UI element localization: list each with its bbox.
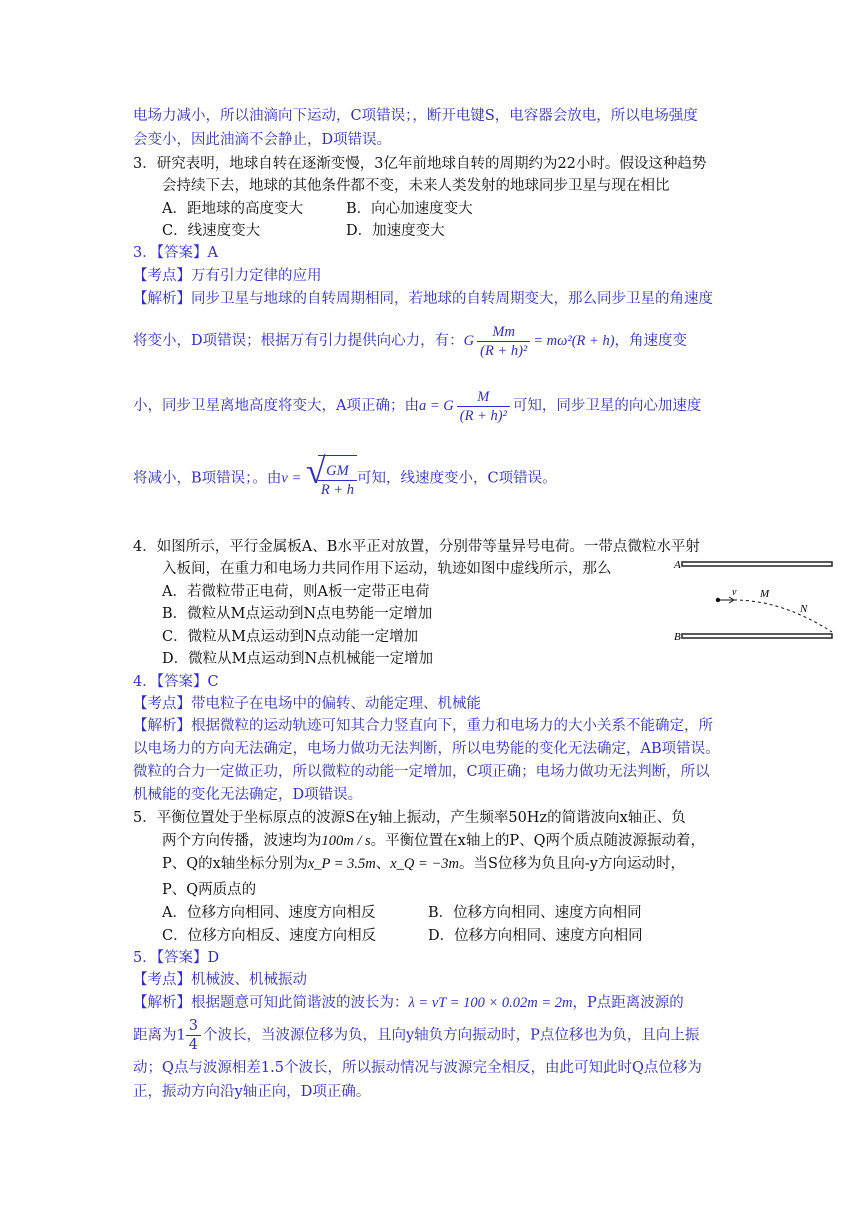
topic-value: 机械波、机械振动 — [191, 972, 307, 988]
analysis-line: 会变小，因此油滴不会静止，D项错误。 — [133, 132, 392, 148]
formula-lhs: a = G — [418, 398, 454, 414]
label-v: v — [732, 587, 737, 598]
option-d: D．加速度变大 — [346, 223, 445, 239]
option-a: A．距地球的高度变大 — [162, 201, 303, 217]
option-b: B．位移方向相同、速度方向相同 — [428, 905, 642, 921]
answer-value: D — [207, 950, 220, 966]
numerator: GM — [318, 462, 357, 481]
label-a: A — [674, 559, 681, 571]
analysis-text: ，角速度变 — [614, 333, 688, 349]
answer-label: 4．【答案】 — [133, 674, 208, 690]
stem-text: P、Q的x轴坐标分别为 — [162, 856, 308, 872]
analysis-line: 动；Q点与波源相差1.5个波长，所以振动情况与波源完全相反，由此可知此时Q点位移为 — [133, 1060, 702, 1076]
option-a: A．位移方向相同、速度方向相反 — [162, 905, 376, 921]
analysis-text: 距离为 — [133, 1027, 177, 1044]
analysis-line — [133, 451, 557, 502]
analysis-text: 可知，同步卫星的向心加速度 — [512, 398, 702, 414]
fraction — [457, 388, 510, 425]
analysis-line: 机械能的变化无法确定，D项错误。 — [133, 787, 363, 803]
answer-value: C — [207, 674, 219, 690]
analysis-line — [133, 716, 713, 736]
analysis-line — [133, 386, 701, 426]
parallel-plates-figure — [672, 556, 838, 644]
option-c: C．微粒从M点运动到N点动能一定增加 — [162, 629, 419, 645]
denominator: (R + h)² — [480, 342, 528, 359]
square-root — [305, 451, 357, 502]
numerator: Mm — [477, 323, 530, 342]
question-4-stem: 4．如图所示，平行金属板A、B水平正对放置，分别带等量异号电荷。一带点微粒水平射 — [133, 539, 700, 555]
label-n: N — [800, 603, 808, 615]
answer-label: 5．【答案】 — [133, 950, 208, 966]
label-m: M — [760, 588, 770, 600]
topic-value: 带电粒子在电场中的偏转、动能定理、机械能 — [191, 696, 481, 712]
radical-sign: √ — [305, 451, 326, 491]
numerator: M — [457, 388, 510, 407]
label-b: B — [674, 631, 681, 643]
mixed-number-whole: 1 — [176, 1027, 186, 1044]
denominator: (R + h)² — [459, 407, 507, 424]
option-c: C．位移方向相反、速度方向相反 — [162, 928, 377, 944]
analysis-text: 小，同步卫星离地高度将变大，A项正确；由 — [133, 398, 419, 414]
denominator: R + h — [320, 482, 355, 499]
question-5-stem — [162, 854, 685, 874]
option-b: B．微粒从M点运动到N点电势能一定增加 — [162, 606, 433, 622]
analysis-text: 可知，线速度变小，C项错误。 — [357, 470, 557, 487]
analysis-line — [133, 289, 713, 309]
formula-xp: x_P = 3.5m — [307, 856, 376, 872]
option-a: A．若微粒带正电荷，则A板一定带正电荷 — [162, 584, 430, 600]
answer-line — [133, 243, 218, 263]
topic-label: 【考点】 — [133, 268, 191, 284]
fraction — [186, 1017, 201, 1054]
analysis-text: 根据题意可知此简谐波的波长为： — [191, 995, 409, 1011]
topic-line — [133, 694, 481, 714]
analysis-line: 电场力减小，所以油滴向下运动，C项错误；，断开电键S，电容器会放电，所以电场强度 — [133, 108, 698, 124]
answer-line — [133, 672, 219, 692]
answer-label: 3．【答案】 — [133, 245, 208, 261]
formula-xq: x_Q = −3m — [390, 856, 459, 872]
formula-rhs: = mω²(R + h) — [533, 333, 615, 349]
analysis-line: 以电场力的方向无法确定，电场力做功无法判断，所以电势能的变化无法确定，AB项错误。 — [133, 741, 720, 757]
analysis-label: 【解析】 — [133, 995, 191, 1011]
option-d: D．位移方向相同、速度方向相同 — [428, 928, 643, 944]
analysis-label: 【解析】 — [133, 291, 191, 307]
analysis-line — [133, 321, 687, 361]
analysis-text: 个波长，当波源位移为负，且向y轴负方向振动时，P点位移也为负，且向上振 — [202, 1027, 700, 1044]
question-5-stem: P、Q两质点的 — [162, 882, 257, 898]
question-4-stem: 入板间，在重力和电场力共同作用下运动，轨迹如图中虚线所示，那么 — [162, 561, 612, 577]
analysis-line — [133, 1017, 699, 1054]
answer-value: A — [207, 245, 218, 261]
answer-line — [133, 948, 219, 968]
analysis-text: 将变小，D项错误；根据万有引力提供向心力，有： — [133, 333, 464, 349]
topic-value: 万有引力定律的应用 — [191, 268, 322, 284]
analysis-text: ，P点距离波源的 — [572, 995, 684, 1011]
option-c: C．线速度变大 — [162, 223, 261, 239]
plate-a — [682, 562, 832, 566]
analysis-line: 正，振动方向沿y轴正向，D项正确。 — [133, 1084, 371, 1100]
stem-text: 。平衡位置在x轴上的P、Q两个质点随波源振动着， — [370, 833, 705, 849]
trajectory — [734, 600, 832, 632]
stem-text: 两个方向传播，波速均为 — [162, 833, 322, 849]
analysis-text: 将减小，B项错误；。由 — [133, 470, 282, 487]
stem-text: 、 — [375, 856, 391, 872]
topic-label: 【考点】 — [133, 696, 191, 712]
analysis-text: 同步卫星与地球的自转周期相同，若地球的自转周期变大，那么同步卫星的角速度 — [191, 291, 713, 307]
formula-g: G — [463, 333, 475, 349]
analysis-text: 根据微粒的运动轨迹可知其合力竖直向下，重力和电场力的大小关系不能确定，所 — [191, 718, 713, 734]
question-5-stem — [162, 831, 705, 851]
formula-wavelength: λ = vT = 100 × 0.02m = 2m — [408, 995, 573, 1011]
numerator: 3 — [186, 1017, 201, 1036]
fraction — [477, 323, 530, 360]
formula-speed: 100m / s — [321, 833, 371, 849]
plate-b — [682, 634, 832, 638]
topic-line — [133, 266, 322, 286]
topic-line — [133, 970, 307, 990]
question-5-stem: 5．平衡位置处于坐标原点的波源S在y轴上振动，产生频率50Hz的简谐波向x轴正、负 — [133, 810, 686, 826]
stem-text: 。当S位移为负且向-y方向运动时， — [458, 856, 685, 872]
analysis-label: 【解析】 — [133, 718, 191, 734]
option-d: D．微粒从M点运动到N点机械能一定增加 — [162, 651, 434, 667]
topic-label: 【考点】 — [133, 972, 191, 988]
option-b: B．向心加速度变大 — [346, 201, 473, 217]
question-3-stem: 3．研究表明，地球自转在逐渐变慢，3亿年前地球自转的周期约为22小时。假设这种趋势 — [133, 156, 707, 172]
denominator: 4 — [188, 1037, 198, 1053]
analysis-line — [133, 993, 684, 1013]
formula-lhs: v = — [281, 470, 302, 487]
analysis-line: 微粒的合力一定做正功，所以微粒的动能一定增加，C项正确；电场力做功无法判断，所以 — [133, 764, 710, 780]
question-3-stem: 会持续下去，地球的其他条件都不变，未来人类发射的地球同步卫星与现在相比 — [162, 178, 670, 194]
